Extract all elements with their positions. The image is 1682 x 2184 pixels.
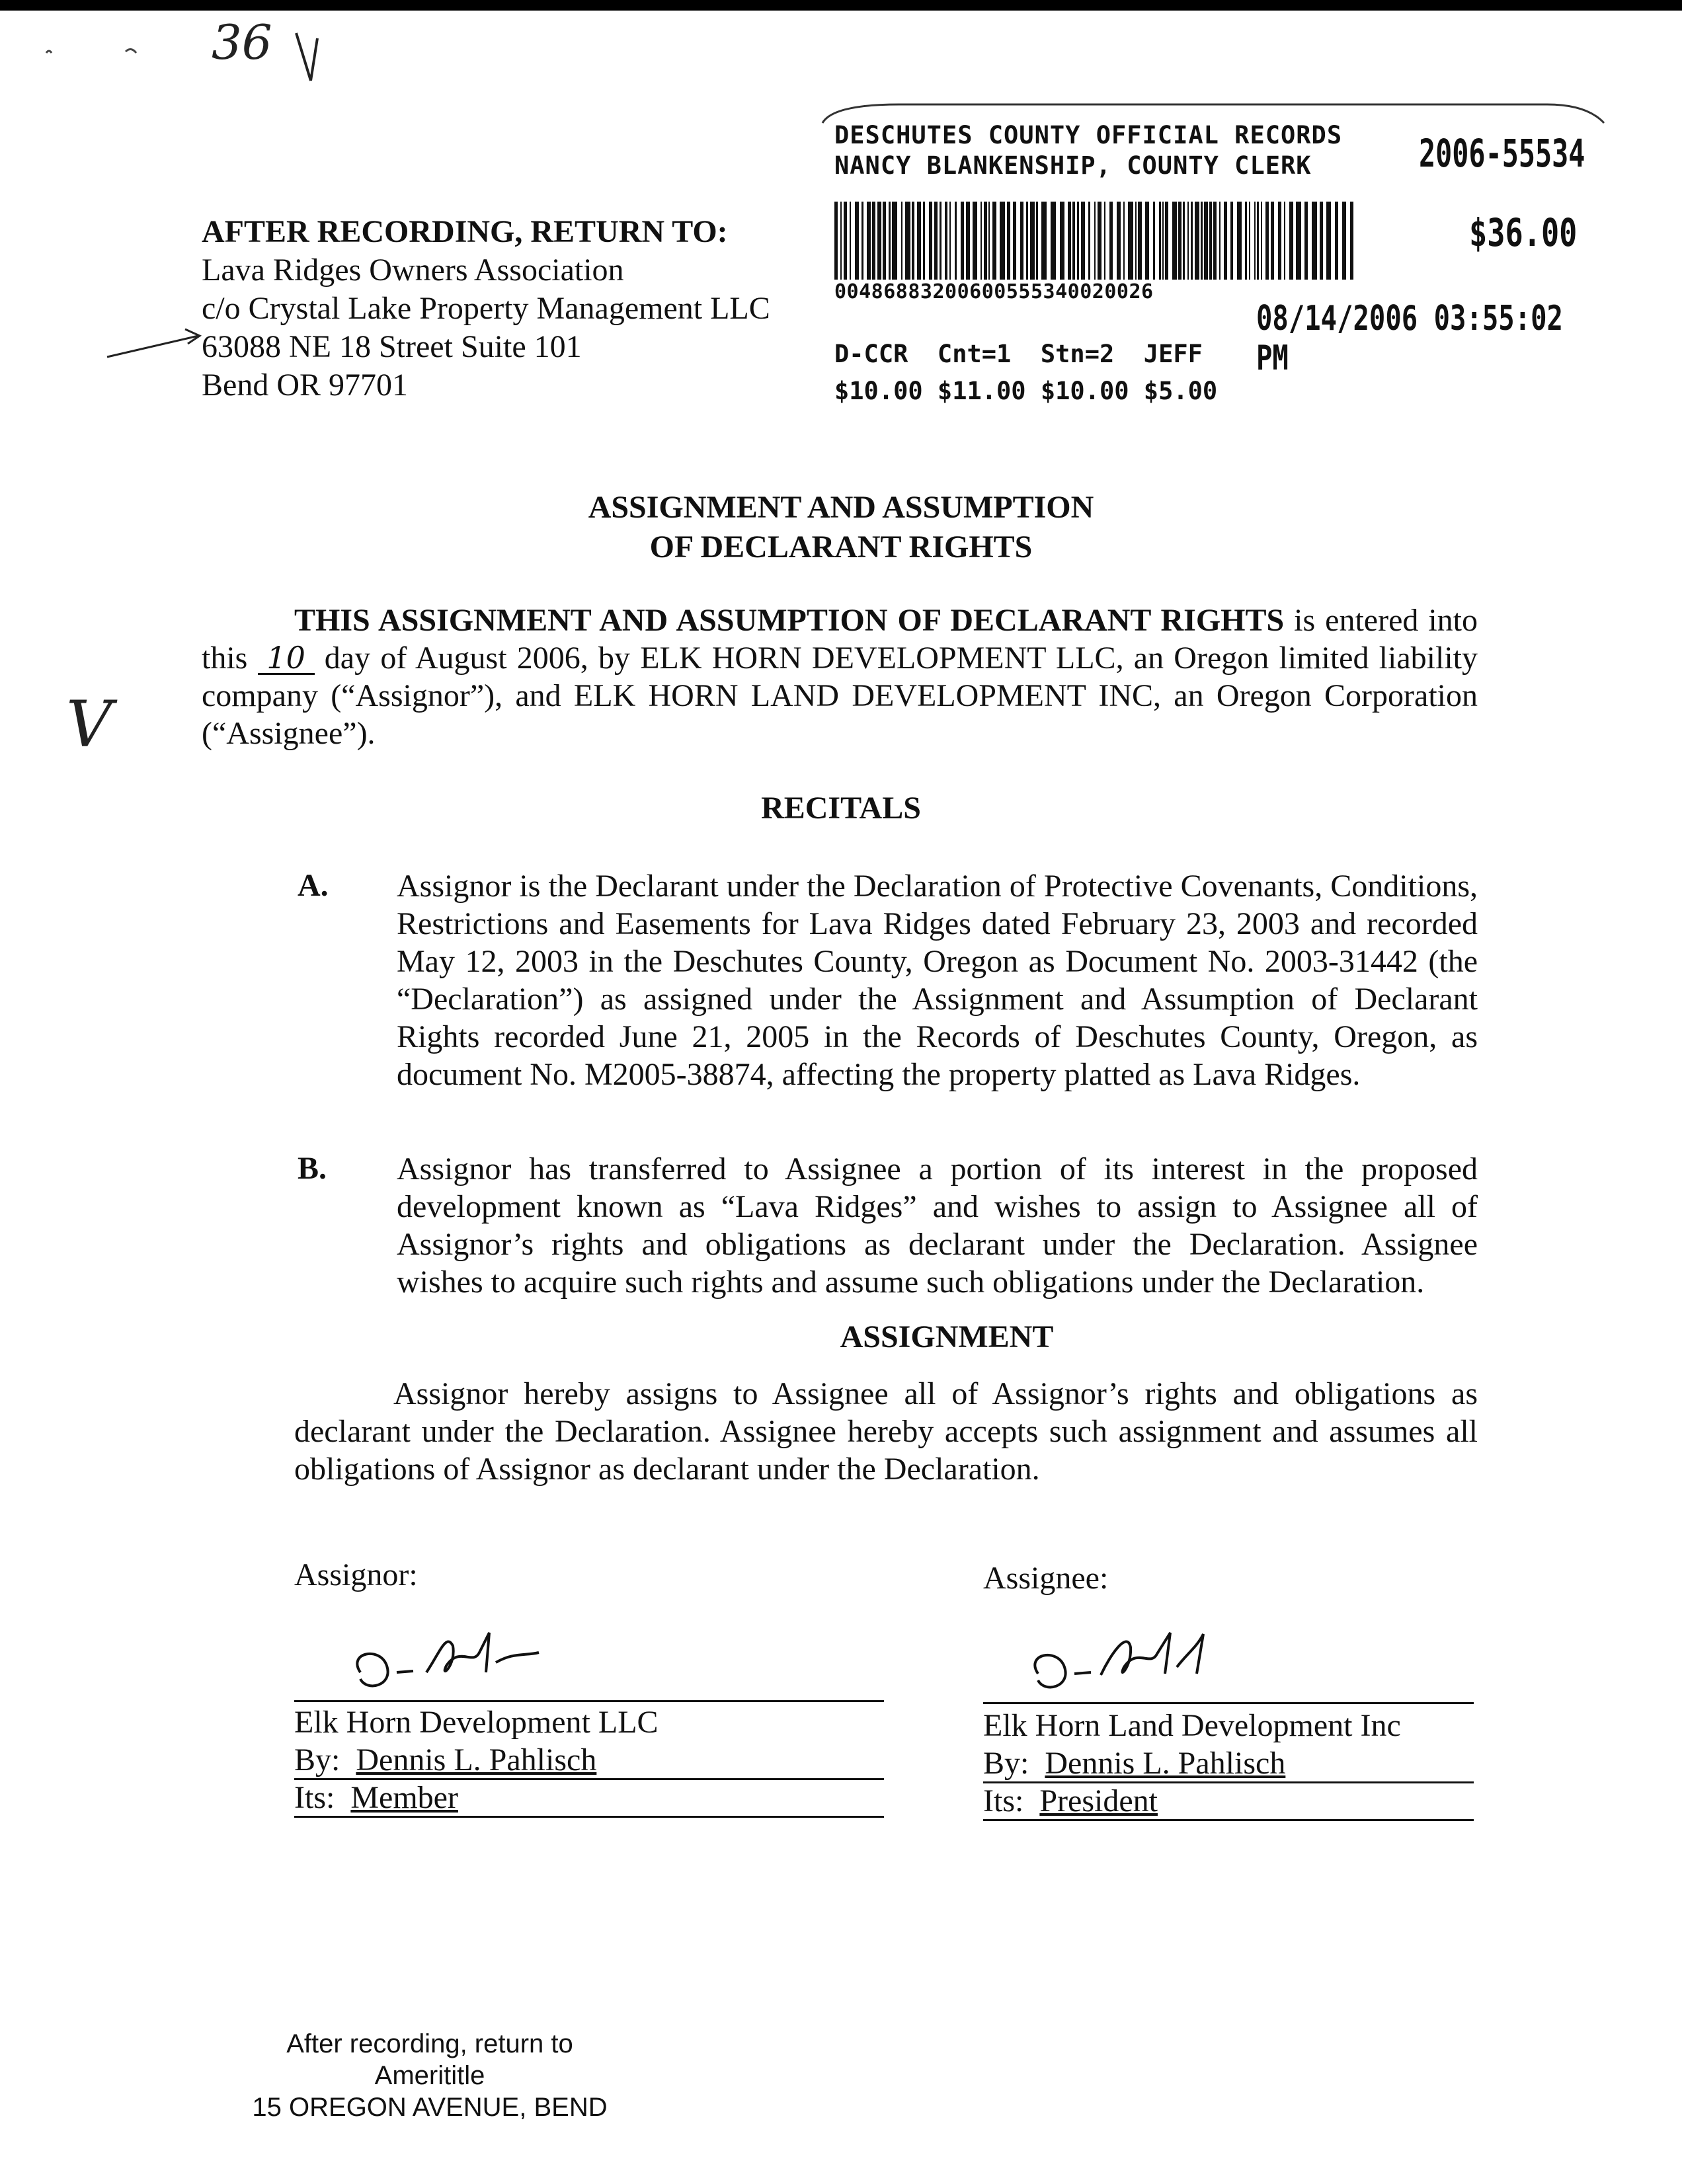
- barcode-bar: [934, 202, 938, 280]
- stamp-office: DESCHUTES COUNTY OFFICIAL RECORDS: [834, 121, 1343, 149]
- assignor-its-label: Its:: [294, 1780, 335, 1815]
- barcode-bar: [1030, 202, 1035, 280]
- barcode-bar: [1094, 202, 1096, 280]
- barcode-bar: [966, 202, 970, 280]
- stamp-clerk: NANCY BLANKENSHIP, COUNTY CLERK: [834, 151, 1312, 180]
- barcode-bar: [955, 202, 957, 280]
- barcode-bar: [1123, 202, 1125, 280]
- handwritten-arrow: [106, 324, 205, 364]
- barcode-bar: [1254, 202, 1256, 280]
- barcode-bar: [949, 202, 951, 280]
- barcode-bar: [1230, 202, 1233, 280]
- handwritten-day: 10: [258, 643, 315, 675]
- barcode-bar: [1261, 202, 1262, 280]
- intro-text: day of August 2006, by ELK HORN DEVELOPMENT LLC, an Oregon limited liability company (“Assignor”), and ELK HORN LAND DEVELOPMENT INC, an Oregon Corporation (“Assignee”).: [202, 641, 1478, 751]
- barcode-bar: [1342, 202, 1346, 280]
- barcode-bar: [1257, 202, 1259, 280]
- barcode-bar: [883, 202, 886, 280]
- stamp-fee-line: $10.00 $11.00 $10.00 $5.00: [834, 377, 1218, 405]
- handwritten-check-mark: [291, 26, 331, 86]
- barcode-bar: [981, 202, 982, 280]
- return-to-block: [202, 213, 770, 405]
- barcode-bar: [1068, 202, 1071, 280]
- barcode-bar: [1350, 202, 1353, 280]
- assignment-heading: ASSIGNMENT: [840, 1319, 1054, 1354]
- assignee-by-name: Dennis L. Pahlisch: [1045, 1746, 1286, 1781]
- barcode-bar: [984, 202, 987, 280]
- barcode-bar: [1237, 202, 1242, 280]
- assignor-signature-line: [294, 1700, 884, 1702]
- barcode-bar: [973, 202, 977, 280]
- barcode-bar: [1245, 202, 1247, 280]
- barcode-bar: [940, 202, 941, 280]
- barcode-bar: [1098, 202, 1101, 280]
- recital-letter: A.: [298, 868, 329, 903]
- barcode-bar: [850, 202, 851, 280]
- assignee-label: Assignee:: [983, 1561, 1109, 1596]
- recitals-heading: RECITALS: [761, 791, 921, 826]
- barcode-bar: [1187, 202, 1189, 280]
- barcode-bar: [1178, 202, 1181, 280]
- title-line: OF DECLARANT RIGHTS: [649, 529, 1033, 565]
- assignee-signature: [1012, 1627, 1289, 1700]
- barcode-bar: [1060, 202, 1064, 280]
- barcode-bar: [1128, 202, 1133, 280]
- barcode-bar: [1104, 202, 1105, 280]
- barcode-bar: [1304, 202, 1308, 280]
- barcode-bar: [905, 202, 910, 280]
- barcode-bar: [992, 202, 996, 280]
- assignee-its-label: Its:: [983, 1783, 1024, 1818]
- assignee-by-row: [983, 1745, 1474, 1783]
- barcode-bar: [892, 202, 897, 280]
- barcode-bar: [1077, 202, 1079, 280]
- title-line: ASSIGNMENT AND ASSUMPTION: [588, 490, 1094, 525]
- stamp-codes: [834, 336, 1217, 410]
- barcode-bar: [834, 202, 838, 280]
- barcode-bar: [1183, 202, 1185, 280]
- footer-line: 15 OREGON AVENUE, BEND: [252, 2093, 608, 2122]
- stamp-timestamp: 08/14/2006 03:55:02 PM: [1256, 299, 1563, 378]
- assignment-text: Assignor hereby assigns to Assignee all of Assignor’s rights and obligations as declarant under the Declaration. Assignee hereby accepts such assignment and assumes all obligations of Assignor as declarant under the Declaration.: [294, 1376, 1478, 1487]
- handwritten-note: 36: [212, 15, 272, 70]
- assignee-its-row: [983, 1783, 1474, 1821]
- barcode-bar: [988, 202, 990, 280]
- assignor-by-label: By:: [294, 1742, 340, 1777]
- barcode-bar: [844, 202, 847, 280]
- barcode-bar: [1224, 202, 1227, 280]
- barcode-bar: [1320, 202, 1323, 280]
- barcode-bar: [855, 202, 859, 280]
- barcode-bar: [1201, 202, 1203, 280]
- barcode-bar: [1204, 202, 1208, 280]
- record-number: 2006-55534: [1419, 131, 1585, 176]
- barcode-bar: [1036, 202, 1038, 280]
- barcode-bar: [1191, 202, 1193, 280]
- barcode-bar: [1109, 202, 1113, 280]
- assignor-its-row: [294, 1779, 884, 1818]
- barcode-bar: [1138, 202, 1142, 280]
- barcode-bar: [1117, 202, 1121, 280]
- barcode-bar: [1153, 202, 1155, 280]
- barcode-bar: [872, 202, 875, 280]
- barcode-bar: [861, 202, 863, 280]
- scan-edge: [0, 0, 1682, 11]
- barcode-bar: [1265, 202, 1269, 280]
- assignee-by-label: By:: [983, 1746, 1029, 1781]
- assignee-entity: Elk Horn Land Development Inc: [983, 1708, 1401, 1743]
- barcode-bar: [1026, 202, 1028, 280]
- total-fee: $36.00: [1469, 210, 1578, 255]
- return-line: c/o Crystal Lake Property Management LLC: [202, 291, 770, 326]
- barcode-bar: [1172, 202, 1177, 280]
- barcode-bar: [1041, 202, 1047, 280]
- barcode-bar: [1249, 202, 1250, 280]
- barcode-bar: [1326, 202, 1331, 280]
- barcode-bar: [1195, 202, 1199, 280]
- barcode-bar: [923, 202, 925, 280]
- document-title: [0, 488, 1682, 567]
- footer-return-stamp: [225, 2028, 635, 2123]
- barcode-bar: [1020, 202, 1023, 280]
- barcode-bar: [867, 202, 871, 280]
- barcode-bar: [889, 202, 891, 280]
- recital-text: Assignor has transferred to Assignee a portion of its interest in the proposed development known as “Lava Ridges” and wishes to assign to Assignee all of Assignor’s rights and obligations as declarant under the Declaration. Assignee wishes to acquire such rights and assume such obligations under the Declaration.: [397, 1151, 1478, 1300]
- barcode-bar: [945, 202, 947, 280]
- return-to-heading: AFTER RECORDING, RETURN TO:: [202, 214, 728, 249]
- barcode-bar: [1072, 202, 1075, 280]
- return-line: 63088 NE 18 Street Suite 101: [202, 329, 582, 364]
- stamp-code-line: D-CCR Cnt=1 Stn=2 JEFF: [834, 340, 1203, 368]
- barcode: [834, 202, 1357, 280]
- barcode-bar: [1081, 202, 1085, 280]
- barcode-bar: [840, 202, 842, 280]
- barcode-bar: [1289, 202, 1293, 280]
- footer-line: Amerititle: [374, 2061, 485, 2090]
- assignor-its-title: Member: [350, 1780, 458, 1815]
- barcode-bar: [1278, 202, 1281, 280]
- intro-bold-lead: THIS ASSIGNMENT AND ASSUMPTION OF DECLARANT RIGHTS: [294, 603, 1285, 638]
- barcode-bar: [1271, 202, 1274, 280]
- scan-specks: [40, 40, 159, 66]
- barcode-number: 00486883200600555340020026: [834, 280, 1154, 303]
- barcode-bar: [912, 202, 914, 280]
- barcode-bar: [1296, 202, 1301, 280]
- barcode-bar: [1007, 202, 1010, 280]
- intro-paragraph: [202, 602, 1478, 752]
- barcode-bar: [1145, 202, 1149, 280]
- return-line: Lava Ridges Owners Association: [202, 253, 624, 288]
- recital-letter: B.: [298, 1151, 327, 1186]
- recital-text: Assignor is the Declarant under the Declaration of Protective Covenants, Conditions, Restrictions and Easements for Lava Ridges dated February 23, 2003 and recorded May 12, 2003 in the Deschutes County, Oregon as Document No. 2003-31442 (the “Declaration”) as assigned under the Assignment and Assumption of Declarant Rights recorded June 21, 2005 in the Records of Deschutes County, Oregon, as document No. M2005-38874, affecting the property platted as Lava Ridges.: [397, 869, 1478, 1092]
- barcode-bar: [1165, 202, 1168, 280]
- assignor-by-row: [294, 1742, 884, 1780]
- barcode-bar: [1159, 202, 1161, 280]
- barcode-bar: [1000, 202, 1005, 280]
- barcode-bar: [877, 202, 881, 280]
- assignee-signature-line: [983, 1702, 1474, 1704]
- barcode-bar: [1312, 202, 1317, 280]
- barcode-bar: [1219, 202, 1221, 280]
- barcode-bar: [929, 202, 932, 280]
- return-line: Bend OR 97701: [202, 368, 408, 403]
- intro-text: is entered into this: [202, 603, 1478, 676]
- barcode-bar: [1013, 202, 1016, 280]
- barcode-bar: [1051, 202, 1056, 280]
- barcode-bar: [1162, 202, 1164, 280]
- barcode-bar: [917, 202, 921, 280]
- barcode-bar: [1209, 202, 1212, 280]
- assignor-by-name: Dennis L. Pahlisch: [356, 1742, 597, 1777]
- handwritten-margin-mark: V: [66, 687, 112, 761]
- assignor-signature: [340, 1626, 618, 1699]
- barcode-bar: [1213, 202, 1217, 280]
- barcode-bar: [1135, 202, 1137, 280]
- barcode-bar: [961, 202, 964, 280]
- barcode-bar: [1284, 202, 1285, 280]
- assignor-label: Assignor:: [294, 1557, 418, 1592]
- barcode-bar: [1088, 202, 1090, 280]
- assignor-entity: Elk Horn Development LLC: [294, 1705, 659, 1740]
- assignee-its-title: President: [1039, 1783, 1158, 1818]
- footer-line: After recording, return to: [286, 2029, 573, 2058]
- barcode-bar: [901, 202, 902, 280]
- barcode-bar: [1335, 202, 1338, 280]
